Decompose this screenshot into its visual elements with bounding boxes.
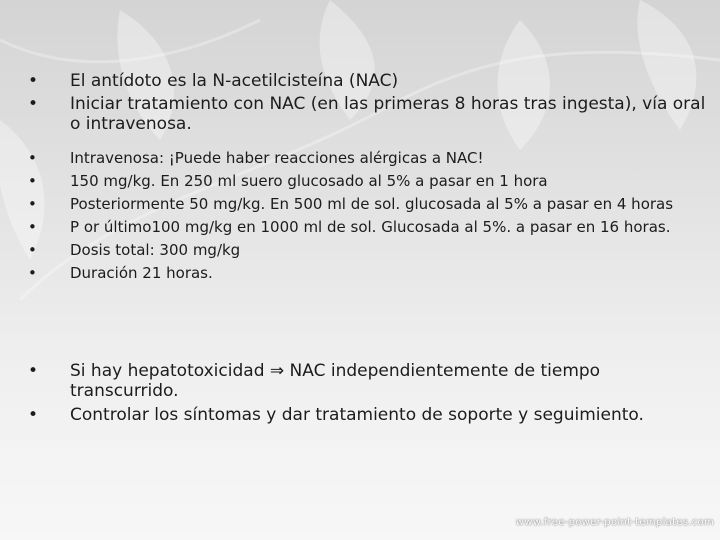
bullet-item: • Controlar los síntomas y dar tratamiento de soporte y seguimiento. (28, 405, 708, 425)
bullet-item: • Intravenosa: ¡Puede haber reacciones alérgicas a NAC! (28, 150, 708, 167)
watermark: www.free-power-point-templates.com (515, 517, 714, 528)
bullet-item: • Posteriormente 50 mg/kg. En 500 ml de sol. glucosada al 5% a pasar en 4 horas (28, 196, 708, 213)
bullet-list-followup (28, 361, 708, 429)
bullet-item: • El antídoto es la N-acetilcisteína (NAC) (28, 71, 708, 91)
bullet-item: • Si hay hepatotoxicidad ⇒ NAC independientemente de tiempo transcurrido. (28, 361, 708, 401)
bullet-item: • 150 mg/kg. En 250 ml suero glucosado al 5% a pasar en 1 hora (28, 173, 708, 190)
bullet-item: • Dosis total: 300 mg/kg (28, 242, 708, 259)
bullet-list-dosing (28, 150, 708, 288)
bullet-item: • Duración 21 horas. (28, 265, 708, 282)
bullet-item: • P or último100 mg/kg en 1000 ml de sol. Glucosada al 5%. a pasar en 16 horas. (28, 219, 708, 236)
bullet-item: • Iniciar tratamiento con NAC (en las primeras 8 horas tras ingesta), vía oral o intravenosa. (28, 94, 708, 134)
bullet-list-intro (28, 71, 708, 137)
